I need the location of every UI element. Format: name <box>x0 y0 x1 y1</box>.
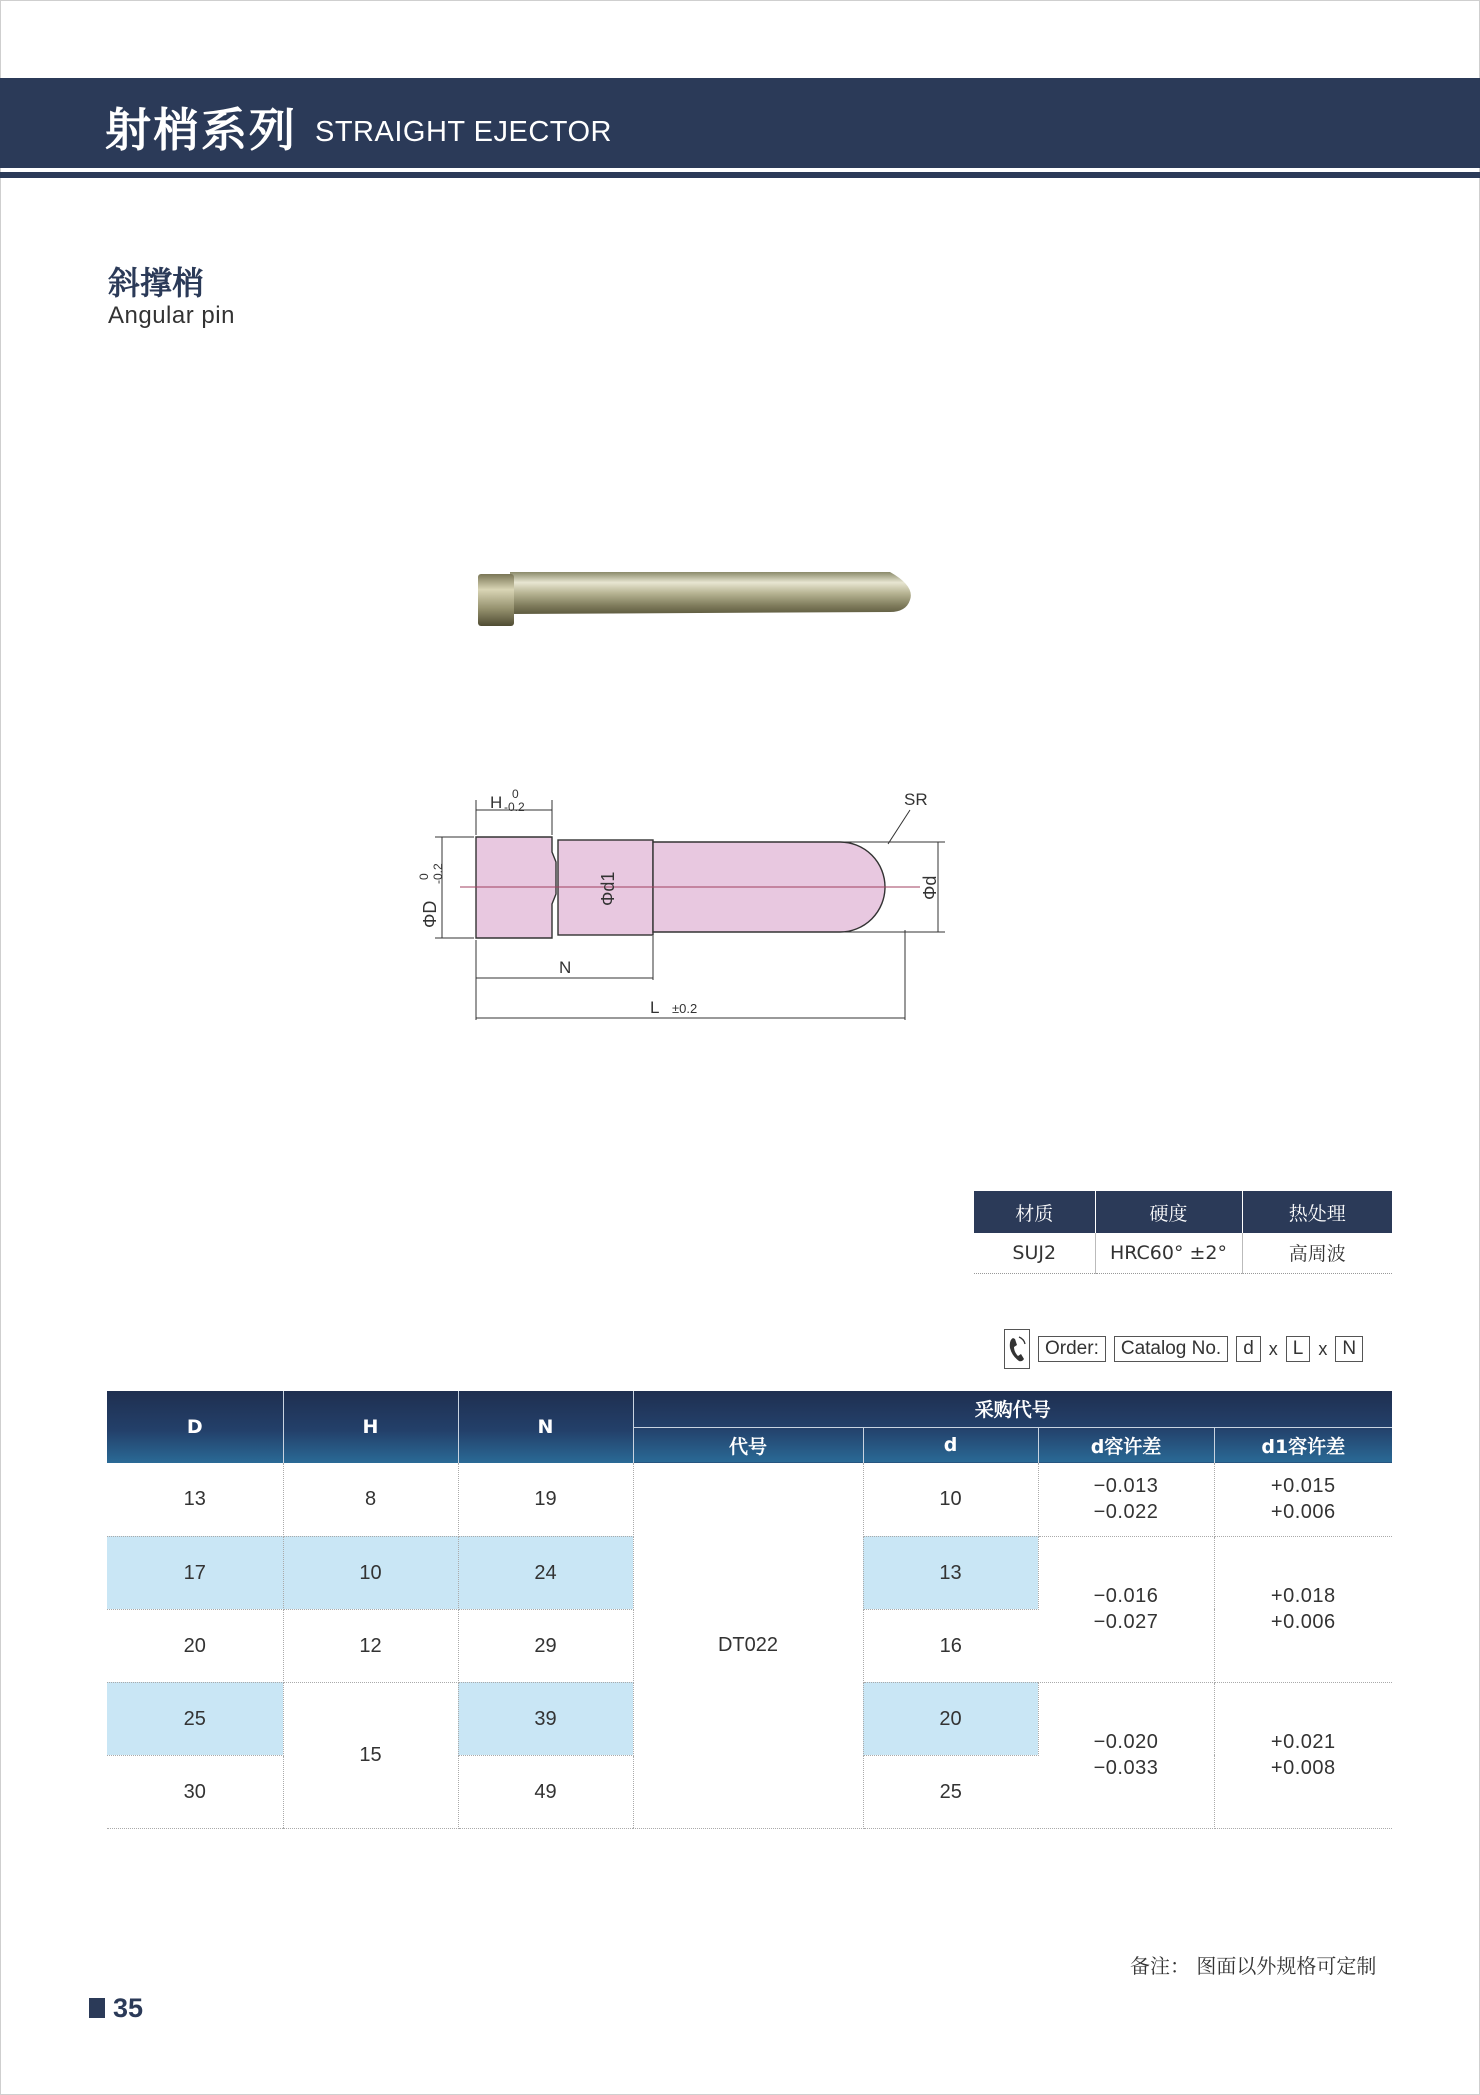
order-l-label: L <box>1286 1336 1311 1362</box>
cell-H: 15 <box>283 1682 458 1828</box>
cell-d: 20 <box>863 1682 1038 1755</box>
material-table <box>974 1191 1392 1274</box>
header-d1-tol: d1容许差 <box>1214 1427 1392 1463</box>
drawing-d1-label: Φd1 <box>598 871 618 906</box>
cell-d-tol <box>1038 1536 1214 1682</box>
drawing-d-label: ΦD <box>420 900 440 928</box>
drawing-small-d-label: Φd <box>920 875 940 900</box>
cell-D: 20 <box>107 1609 283 1682</box>
cell-N: 49 <box>458 1755 633 1828</box>
cell-N: 24 <box>458 1536 633 1609</box>
technical-drawing <box>400 780 960 1030</box>
drawing-h-tol-lower: -0.2 <box>504 800 525 814</box>
cell-N: 29 <box>458 1609 633 1682</box>
cell-d1-tol <box>1214 1536 1392 1682</box>
phone-icon <box>1004 1329 1030 1369</box>
order-label: Order: <box>1038 1336 1106 1362</box>
header-rule <box>0 172 1480 178</box>
cell-D: 30 <box>107 1755 283 1828</box>
product-name-cn: 斜撑梢 <box>108 264 205 302</box>
pin-head <box>478 574 514 626</box>
cell-d: 25 <box>863 1755 1038 1828</box>
spec-table <box>107 1391 1392 1829</box>
d1-tol-lower: +0.006 <box>1270 1611 1336 1633</box>
drawing-d-tol-upper: 0 <box>417 873 431 880</box>
cell-N: 39 <box>458 1682 633 1755</box>
page-marker-square <box>89 1998 105 2018</box>
hardness-value: HRC60° ±2° <box>1095 1233 1242 1273</box>
d-tol-lower: −0.033 <box>1093 1757 1159 1779</box>
header-title-en: STRAIGHT EJECTOR <box>315 116 612 148</box>
table-row <box>107 1463 1392 1536</box>
header-code: 代号 <box>633 1427 863 1463</box>
material-header-hardness: 硬度 <box>1095 1191 1242 1233</box>
material-header-row <box>974 1191 1392 1233</box>
pin-body <box>510 572 911 614</box>
cell-code: DT022 <box>633 1463 863 1828</box>
d1-tol-lower: +0.008 <box>1270 1757 1336 1779</box>
d1-tol-upper: +0.018 <box>1270 1585 1336 1607</box>
order-x1: x <box>1268 1338 1278 1359</box>
d1-tol-upper: +0.021 <box>1270 1731 1336 1753</box>
drawing-l-label: L <box>650 998 660 1017</box>
cell-d: 10 <box>863 1463 1038 1536</box>
d-tol-lower: −0.022 <box>1093 1501 1159 1524</box>
cell-H: 10 <box>283 1536 458 1609</box>
custom-note: 备注： 图面以外规格可定制 <box>1130 1954 1377 1978</box>
cell-d-tol <box>1038 1463 1214 1536</box>
d-tol-upper: −0.016 <box>1093 1585 1159 1607</box>
header-purchase-code: 采购代号 <box>633 1391 1392 1427</box>
drawing-d-tol-lower: -0.2 <box>431 863 445 884</box>
drawing-n-label: N <box>559 958 572 977</box>
header-d: d <box>863 1427 1038 1463</box>
spec-header-row-1 <box>107 1391 1392 1427</box>
material-value: SUJ2 <box>974 1233 1095 1273</box>
order-line <box>1004 1332 1363 1366</box>
header-d-tol: d容许差 <box>1038 1427 1214 1463</box>
material-header-material: 材质 <box>974 1191 1095 1233</box>
cell-d: 16 <box>863 1609 1038 1682</box>
d1-tol-lower: +0.006 <box>1270 1501 1336 1524</box>
cell-d1-tol <box>1214 1682 1392 1828</box>
header-D: D <box>107 1391 283 1463</box>
product-name-en: Angular pin <box>108 302 235 329</box>
heat-treatment-value: 高周波 <box>1242 1233 1392 1273</box>
d-tol-upper: −0.020 <box>1093 1731 1159 1753</box>
cell-D: 25 <box>107 1682 283 1755</box>
order-x2: x <box>1318 1338 1328 1359</box>
drawing-h-label: H <box>490 793 503 812</box>
d-tol-lower: −0.027 <box>1093 1611 1159 1633</box>
cell-D: 17 <box>107 1536 283 1609</box>
drawing-h-tol-upper: 0 <box>512 787 519 801</box>
catalog-label: Catalog No. <box>1114 1336 1228 1362</box>
order-d-label: d <box>1236 1336 1261 1362</box>
header-H: H <box>283 1391 458 1463</box>
drawing-sr-label: SR <box>904 790 928 809</box>
product-photo <box>470 560 920 640</box>
material-value-row <box>974 1233 1392 1273</box>
cell-N: 19 <box>458 1463 633 1536</box>
drawing-l-tol: ±0.2 <box>672 1001 698 1016</box>
cell-H: 8 <box>283 1463 458 1536</box>
header-N: N <box>458 1391 633 1463</box>
d-tol-upper: −0.013 <box>1093 1475 1159 1498</box>
cell-D: 13 <box>107 1463 283 1536</box>
order-n-label: N <box>1335 1336 1363 1362</box>
d1-tol-upper: +0.015 <box>1270 1475 1336 1498</box>
cell-H: 12 <box>283 1609 458 1682</box>
material-header-heat: 热处理 <box>1242 1191 1392 1233</box>
cell-d-tol <box>1038 1682 1214 1828</box>
cell-d: 13 <box>863 1536 1038 1609</box>
cell-d1-tol <box>1214 1463 1392 1536</box>
header-title-cn: 射梢系列 <box>105 103 297 157</box>
page-number: 35 <box>113 1993 144 2023</box>
